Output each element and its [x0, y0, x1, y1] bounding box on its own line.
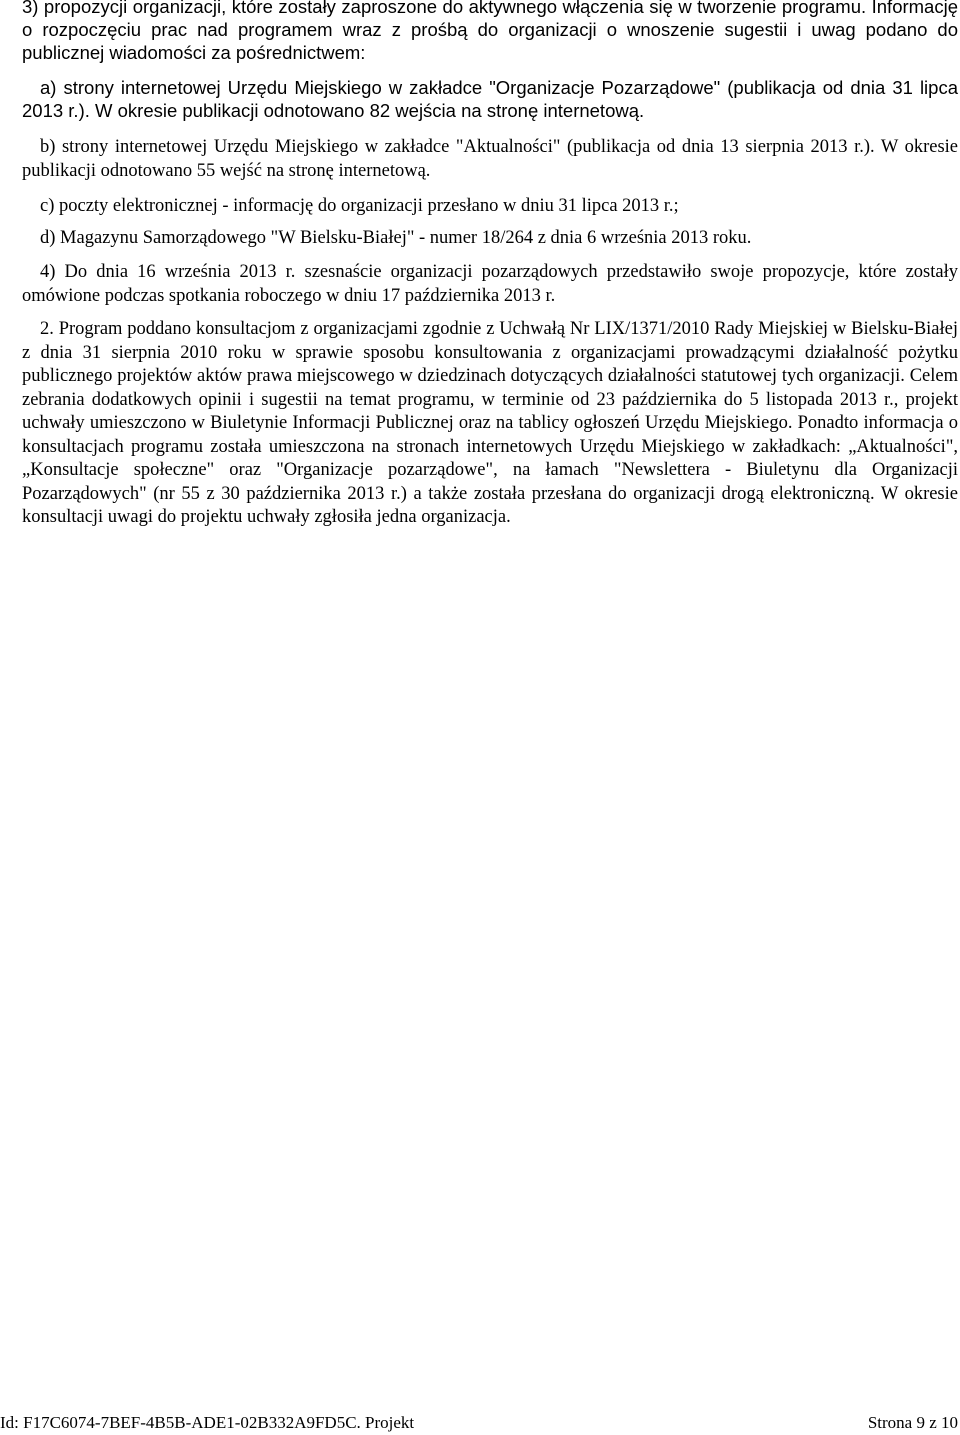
document-page — [22, 0, 958, 1435]
point-2-paragraph: 2. Program poddano konsultacjom z organizacjami zgodnie z Uchwałą Nr LIX/1371/2010 Rady Miejskiej w Bielsku-Białej z dnia 31 sierpnia 2010 roku w sprawie sposobu konsultowania z organizacjami prowadzącymi działalność pożytku publicznego projektów aktów prawa miejscowego w dziedzinach dotyczących działalności statutowej tych organizacji. Celem zebrania dodatkowych opinii i sugestii na temat programu, w terminie od 23 października do 5 listopada 2013 r., projekt uchwały umieszczono w Biuletynie Informacji Publicznej oraz na tablicy ogłoszeń Urzędu Miejskiego. Ponadto informacja o konsultacjach programu została umieszczona na stronach internetowych Urzędu Miejskiego w zakładkach: „Aktualności", „Konsultacje społeczne" oraz "Organizacje pozarządowe", na łamach "Newslettera - Biuletynu dla Organizacji Pozarządowych" (nr 55 z 30 października 2013 r.) a także została przesłana do organizacji drogą elektroniczną. W okresie konsultacji uwagi do projektu uchwały zgłosiła jedna organizacja. — [22, 319, 958, 527]
list-item-a: a) strony internetowej Urzędu Miejskiego w zakładce "Organizacje Pozarządowe" (publikacja od dnia 31 lipca 2013 r.). W okresie publikacji odnotowano 82 wejścia na stronę internetową. — [22, 77, 958, 121]
list-item-d: d) Magazynu Samorządowego "W Bielsku-Białej" - numer 18/264 z dnia 6 września 2013 roku. — [40, 228, 752, 248]
section-3-intro: 3) propozycji organizacji, które zostały zaproszone do aktywnego włączenia się w tworzenie programu. Informację o rozpoczęciu prac nad programem wraz z prośbą do organizacji o wnoszenie sugestii i uwag podano do publicznej wiadomości za pośrednictwem: — [22, 0, 958, 63]
page-number: Strona 9 z 10 — [867, 1413, 958, 1432]
page-footer — [0, 1413, 960, 1433]
section-4-paragraph: 4) Do dnia 16 września 2013 r. szesnaście organizacji pozarządowych przedstawiło swoje propozycje, które zostały omówione podczas spotkania roboczego w dniu 17 października 2013 r. — [22, 262, 958, 306]
list-item-b: b) strony internetowej Urzędu Miejskiego w zakładce "Aktualności" (publikacja od dnia 13 sierpnia 2013 r.). W okresie publikacji odnotowano 55 wejść na stronę internetową. — [22, 137, 958, 181]
document-id: Id: F17C6074-7BEF-4B5B-ADE1-02B332A9FD5C. Projekt — [0, 1413, 415, 1432]
list-item-c: c) poczty elektronicznej - informację do organizacji przesłano w dniu 31 lipca 2013 r.; — [40, 196, 679, 216]
